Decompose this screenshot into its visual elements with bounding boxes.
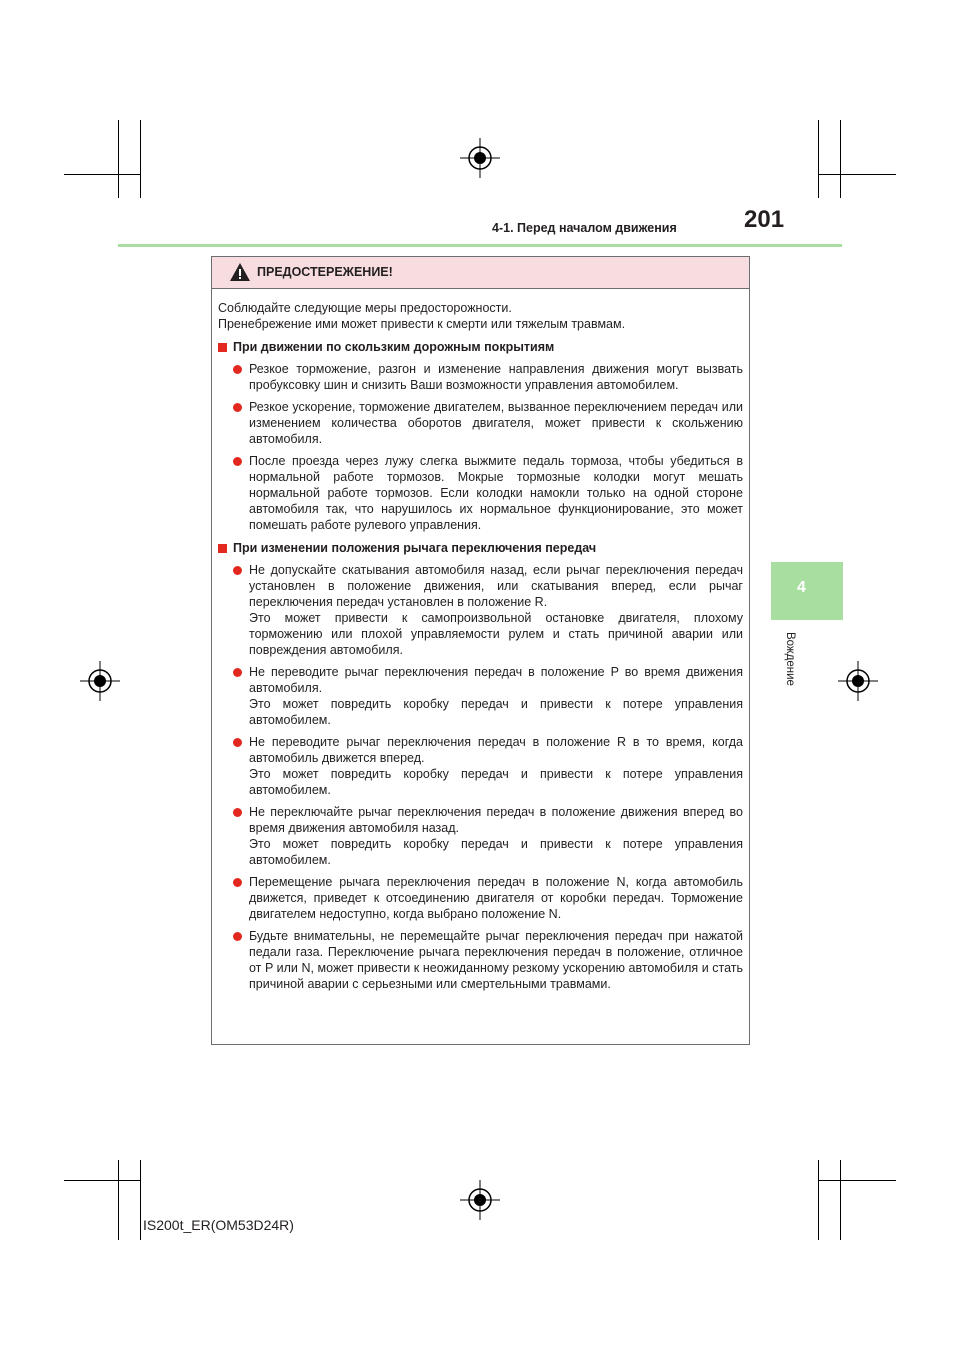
warning-box xyxy=(211,256,750,1045)
list-item xyxy=(233,562,743,658)
list-item-text: Это может повредить коробку передач и привести к потере управления автомобилем. xyxy=(249,837,743,867)
crop-mark xyxy=(118,120,119,198)
warning-title: ПРЕДОСТЕРЕЖЕНИЕ! xyxy=(257,265,393,279)
chapter-label xyxy=(780,632,800,702)
crop-mark xyxy=(818,1180,896,1181)
page-number: 201 xyxy=(744,206,785,233)
crop-mark xyxy=(140,120,141,198)
list-item xyxy=(233,928,743,992)
crop-mark xyxy=(64,1180,140,1181)
section-heading xyxy=(218,339,743,355)
warning-body xyxy=(212,289,749,992)
section-heading-text: При изменении положения рычага переключения передач xyxy=(233,541,597,555)
bullet-icon xyxy=(233,878,242,887)
intro-line: Пренебрежение ими может привести к смерти или тяжелым травмам. xyxy=(218,317,626,331)
registration-mark-icon xyxy=(80,661,120,701)
bullet-icon xyxy=(233,365,242,374)
list-item xyxy=(233,399,743,447)
crop-mark xyxy=(140,1160,141,1240)
header-divider xyxy=(118,244,842,247)
registration-mark-icon xyxy=(838,661,878,701)
bullet-icon xyxy=(233,566,242,575)
list-item-text: Резкое ускорение, торможение двигателем, вызванное переключением передач или изменением количества оборотов двигателя, может привести к скольжению автомобиля. xyxy=(249,400,743,446)
bullet-icon xyxy=(233,457,242,466)
bullet-icon xyxy=(233,932,242,941)
list-item-text: Не переводите рычаг переключения передач в положение R в то время, когда автомобиль движется вперед. xyxy=(249,735,743,765)
list-item-text: Это может привести к самопроизвольной остановке двигателя, плохому торможению или плохой управляемости рулем и стать причиной аварии или повреждения автомобиля. xyxy=(249,611,743,657)
list-item xyxy=(233,361,743,393)
warning-triangle-icon xyxy=(229,262,251,282)
section-heading-text: При движении по скользким дорожным покрытиям xyxy=(233,340,555,354)
warning-intro xyxy=(218,300,743,332)
list-item xyxy=(233,453,743,533)
list-item-text: Не переключайте рычаг переключения передач в положение движения вперед во время движения автомобиля назад. xyxy=(249,805,743,835)
bullet-icon xyxy=(233,668,242,677)
bullet-icon xyxy=(233,738,242,747)
list-item-text: Это может повредить коробку передач и привести к потере управления автомобилем. xyxy=(249,767,743,797)
chapter-label-text: Вождение xyxy=(784,632,796,686)
chapter-tab xyxy=(771,562,843,620)
bullet-icon xyxy=(233,808,242,817)
crop-mark xyxy=(64,174,140,175)
crop-mark xyxy=(818,120,819,198)
section-title: 4-1. Перед началом движения xyxy=(492,221,677,235)
list-item-text: Будьте внимательны, не перемещайте рычаг переключения передач при нажатой педали газа. Переключение рычага переключения передач в положение, отличное от P или N, может привести к неожиданному резкому ускорению автомобиля и стать причиной аварии с серьезными или смертельными травмами. xyxy=(249,929,743,991)
registration-mark-icon xyxy=(460,1180,500,1220)
warning-header xyxy=(212,257,749,289)
crop-mark xyxy=(818,174,896,175)
list-item-text: Не переводите рычаг переключения передач в положение P во время движения автомобиля. xyxy=(249,665,743,695)
list-item-text: Перемещение рычага переключения передач в положение N, когда автомобиль движется, приведет к отсоединению двигателя от коробки передач. Торможение двигателем недоступно, когда выбрано положение N. xyxy=(249,875,743,921)
list-item xyxy=(233,874,743,922)
list-item-text: После проезда через лужу слегка выжмите педаль тормоза, чтобы убедиться в нормальной работе тормозов. Мокрые тормозные колодки могут мешать нормальной работе тормозов. Если колодки намокли только на одной стороне автомобиля так, что нарушилось их нормальное функционирование, это может помешать работе рулевого управления. xyxy=(249,454,743,532)
crop-mark xyxy=(840,1160,841,1240)
list-item xyxy=(233,804,743,868)
document-code: IS200t_ER(OM53D24R) xyxy=(143,1217,294,1233)
list-item-text: Не допускайте скатывания автомобиля назад, если рычаг переключения передач установлен в положение движения, или скатывания вперед, если рычаг переключения передач установлен в положение R. xyxy=(249,563,743,609)
chapter-number: 4 xyxy=(797,579,806,596)
list-item-text: Это может повредить коробку передач и привести к потере управления автомобилем. xyxy=(249,697,743,727)
list-item xyxy=(233,734,743,798)
crop-mark xyxy=(840,120,841,198)
bullet-icon xyxy=(233,403,242,412)
intro-line: Соблюдайте следующие меры предосторожности. xyxy=(218,301,512,315)
list-item-text: Резкое торможение, разгон и изменение направления движения могут вызвать пробуксовку шин и снизить Ваши возможности управления автомобилем. xyxy=(249,362,743,392)
section-heading xyxy=(218,540,743,556)
crop-mark xyxy=(818,1160,819,1240)
list-item xyxy=(233,664,743,728)
square-bullet-icon xyxy=(218,544,227,553)
crop-mark xyxy=(118,1160,119,1240)
square-bullet-icon xyxy=(218,343,227,352)
registration-mark-icon xyxy=(460,138,500,178)
